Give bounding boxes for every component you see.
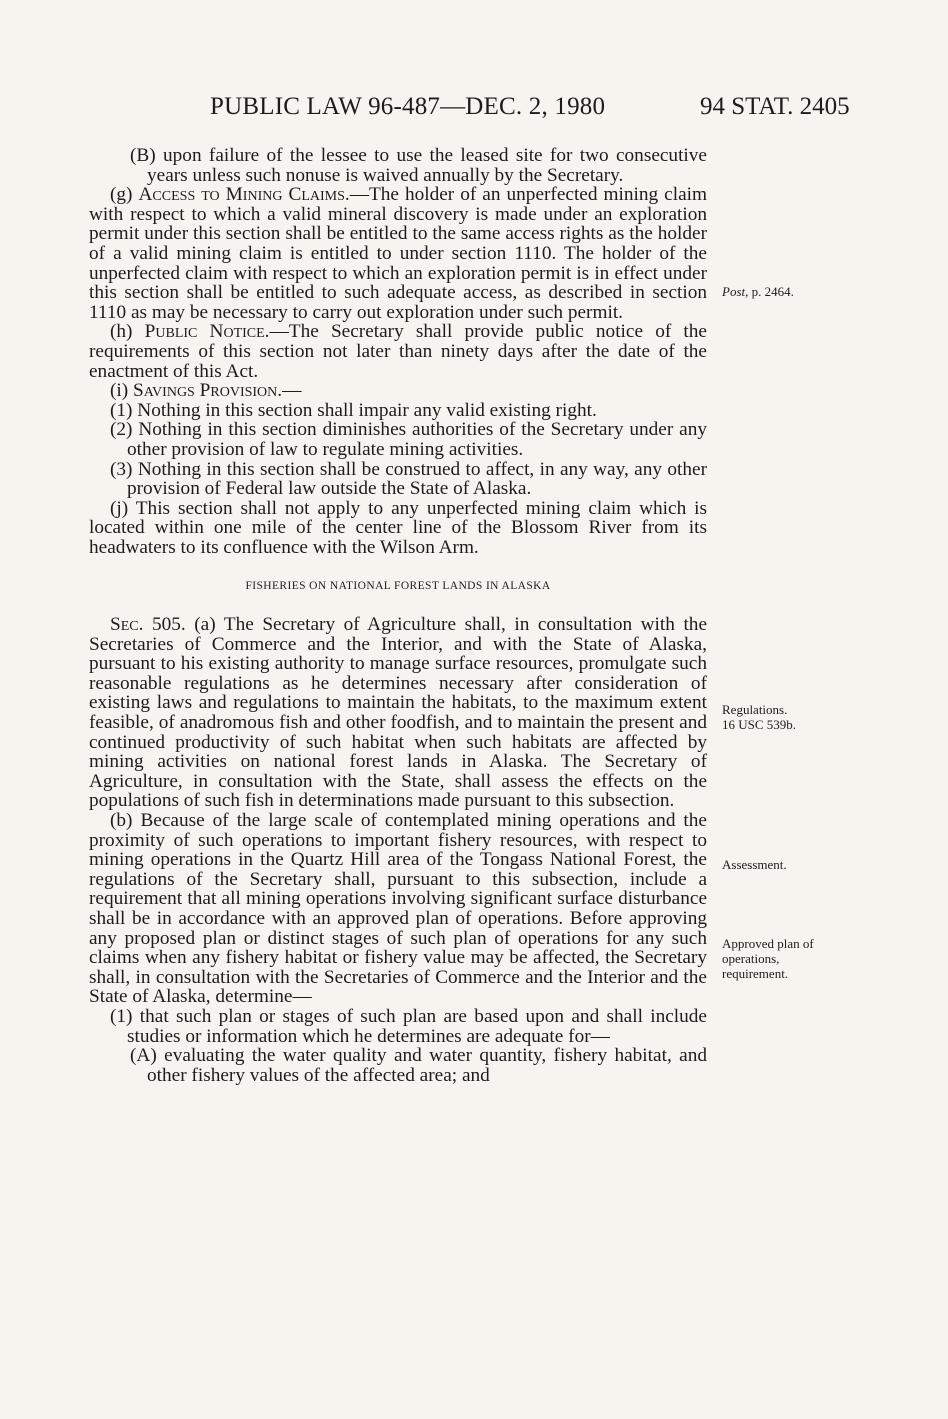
- paragraph-i-3: (3) Nothing in this section shall be construed to affect, in any way, any other provision of Federal law outside the State of Alaska.: [110, 458, 707, 500]
- paragraph-i-1: (1) Nothing in this section shall impair any valid existing right.: [110, 399, 597, 421]
- clause-b-paragraph: (B) upon failure of the lessee to use the leased site for two consecutive years unless such nonuse is waived annually by the Secretary.: [130, 145, 707, 186]
- margin-note-assessment: Assessment.: [722, 857, 787, 872]
- subsection-i-dash: —: [282, 380, 302, 402]
- body-text: [89, 146, 707, 1085]
- section-505-a-text: 505. (a) The Secretary of Agriculture shall, in consultation with the Secretaries of Commerce and the Interior, and with the State of Alaska, pursuant to his existing authority to manage surface resources, promulgate such reasonable regulations as he determines necessary after consideration of existing laws and regulations to maintain the habitats, to the maximum extent feasible, of anadromous fish and other foodfish, and to maintain the present and continued productivity of such habitat when such habitats are affected by mining activities on national forest lands in Alaska. The Secretary of Agriculture, in consultation with the State, shall assess the effects on the populations of such fish in determinations made pursuant to this subsection.: [89, 614, 707, 812]
- subsection-j-paragraph: (j) This section shall not apply to any unperfected mining claim which is located within one mile of the center line of the Blossom River from its headwaters to its confluence with the Wilson Arm.: [89, 497, 707, 558]
- margin-note-post-label: Post,: [722, 284, 749, 299]
- subsection-h-paragraph: [89, 322, 707, 381]
- subsection-h-label: (h): [110, 321, 145, 343]
- subsection-g-heading: Access to Mining Claims.: [138, 184, 350, 206]
- subsection-h-heading: Public Notice.: [144, 321, 270, 343]
- subsection-i-label: (i): [110, 380, 134, 402]
- margin-note-approved-plan: [722, 936, 862, 981]
- section-heading: FISHERIES ON NATIONAL FOREST LANDS IN ALASKA: [245, 580, 551, 593]
- section-label: Sec.: [110, 614, 144, 636]
- paragraph-b-1: (1) that such plan or stages of such plan are based upon and shall include studies or information which he determines are adequate for—: [110, 1005, 707, 1047]
- margin-note-post: [722, 284, 862, 299]
- margin-note-plan-line-2: operations,: [722, 951, 780, 966]
- section-505-a-paragraph: [89, 615, 707, 811]
- subsection-h-text: —The Secretary shall provide public notice of the requirements of this section not later than ninety days after the date of the enactment of this Act.: [89, 321, 707, 382]
- paragraph-b-1-A: (A) evaluating the water quality and water quantity, fishery habitat, and other fishery values of the affected area; and: [130, 1045, 707, 1086]
- margin-note-plan-line-1: Approved plan of: [722, 936, 814, 951]
- running-header-page-ref: 94 STAT. 2405: [700, 93, 850, 120]
- margin-note-plan-line-3: requirement.: [722, 966, 789, 981]
- subsection-i-paragraph: [89, 381, 707, 401]
- subsection-i-heading: Savings Provision.: [133, 380, 283, 402]
- margin-note-post-page: p. 2464.: [748, 284, 794, 299]
- margin-note-usc-citation: 16 USC 539b.: [722, 717, 797, 732]
- margin-note-regulations: [722, 702, 862, 732]
- running-header-title: PUBLIC LAW 96-487—DEC. 2, 1980: [210, 93, 606, 120]
- subsection-g-paragraph: [89, 185, 707, 322]
- paragraph-i-2: (2) Nothing in this section diminishes authorities of the Secretary under any other provision of law to regulate mining activities.: [110, 419, 707, 460]
- section-505-b-paragraph: (b) Because of the large scale of contemplated mining operations and the proximity of such operations to important fishery resources, with respect to mining operations in the Quartz Hill area of the Tongass National Forest, the regulations of the Secretary shall, pursuant to this subsection, include a requirement that all mining operations involving significant surface disturbance shall be in accordance with an approved plan of operations. Before approving any proposed plan or distinct stages of such plan of operations for any such claims when any fishery habitat or fishery value may be affected, the Secretary shall, in consultation with the Secretaries of Commerce and the Interior and the State of Alaska, determine—: [89, 810, 707, 1008]
- subsection-g-text: —The holder of an unperfected mining claim with respect to which a valid mineral discovery is made under an exploration permit under this section shall be entitled to the same access rights as the holder of a valid mining claim is entitled to under section 1110. The holder of the unperfected claim with respect to which an exploration permit is in effect under this section shall be entitled to such adequate access, as described in section 1110 as may be necessary to carry out exploration under such permit.: [89, 184, 707, 323]
- margin-note-regulations-label: Regulations.: [722, 702, 788, 717]
- subsection-g-label: (g): [110, 184, 139, 206]
